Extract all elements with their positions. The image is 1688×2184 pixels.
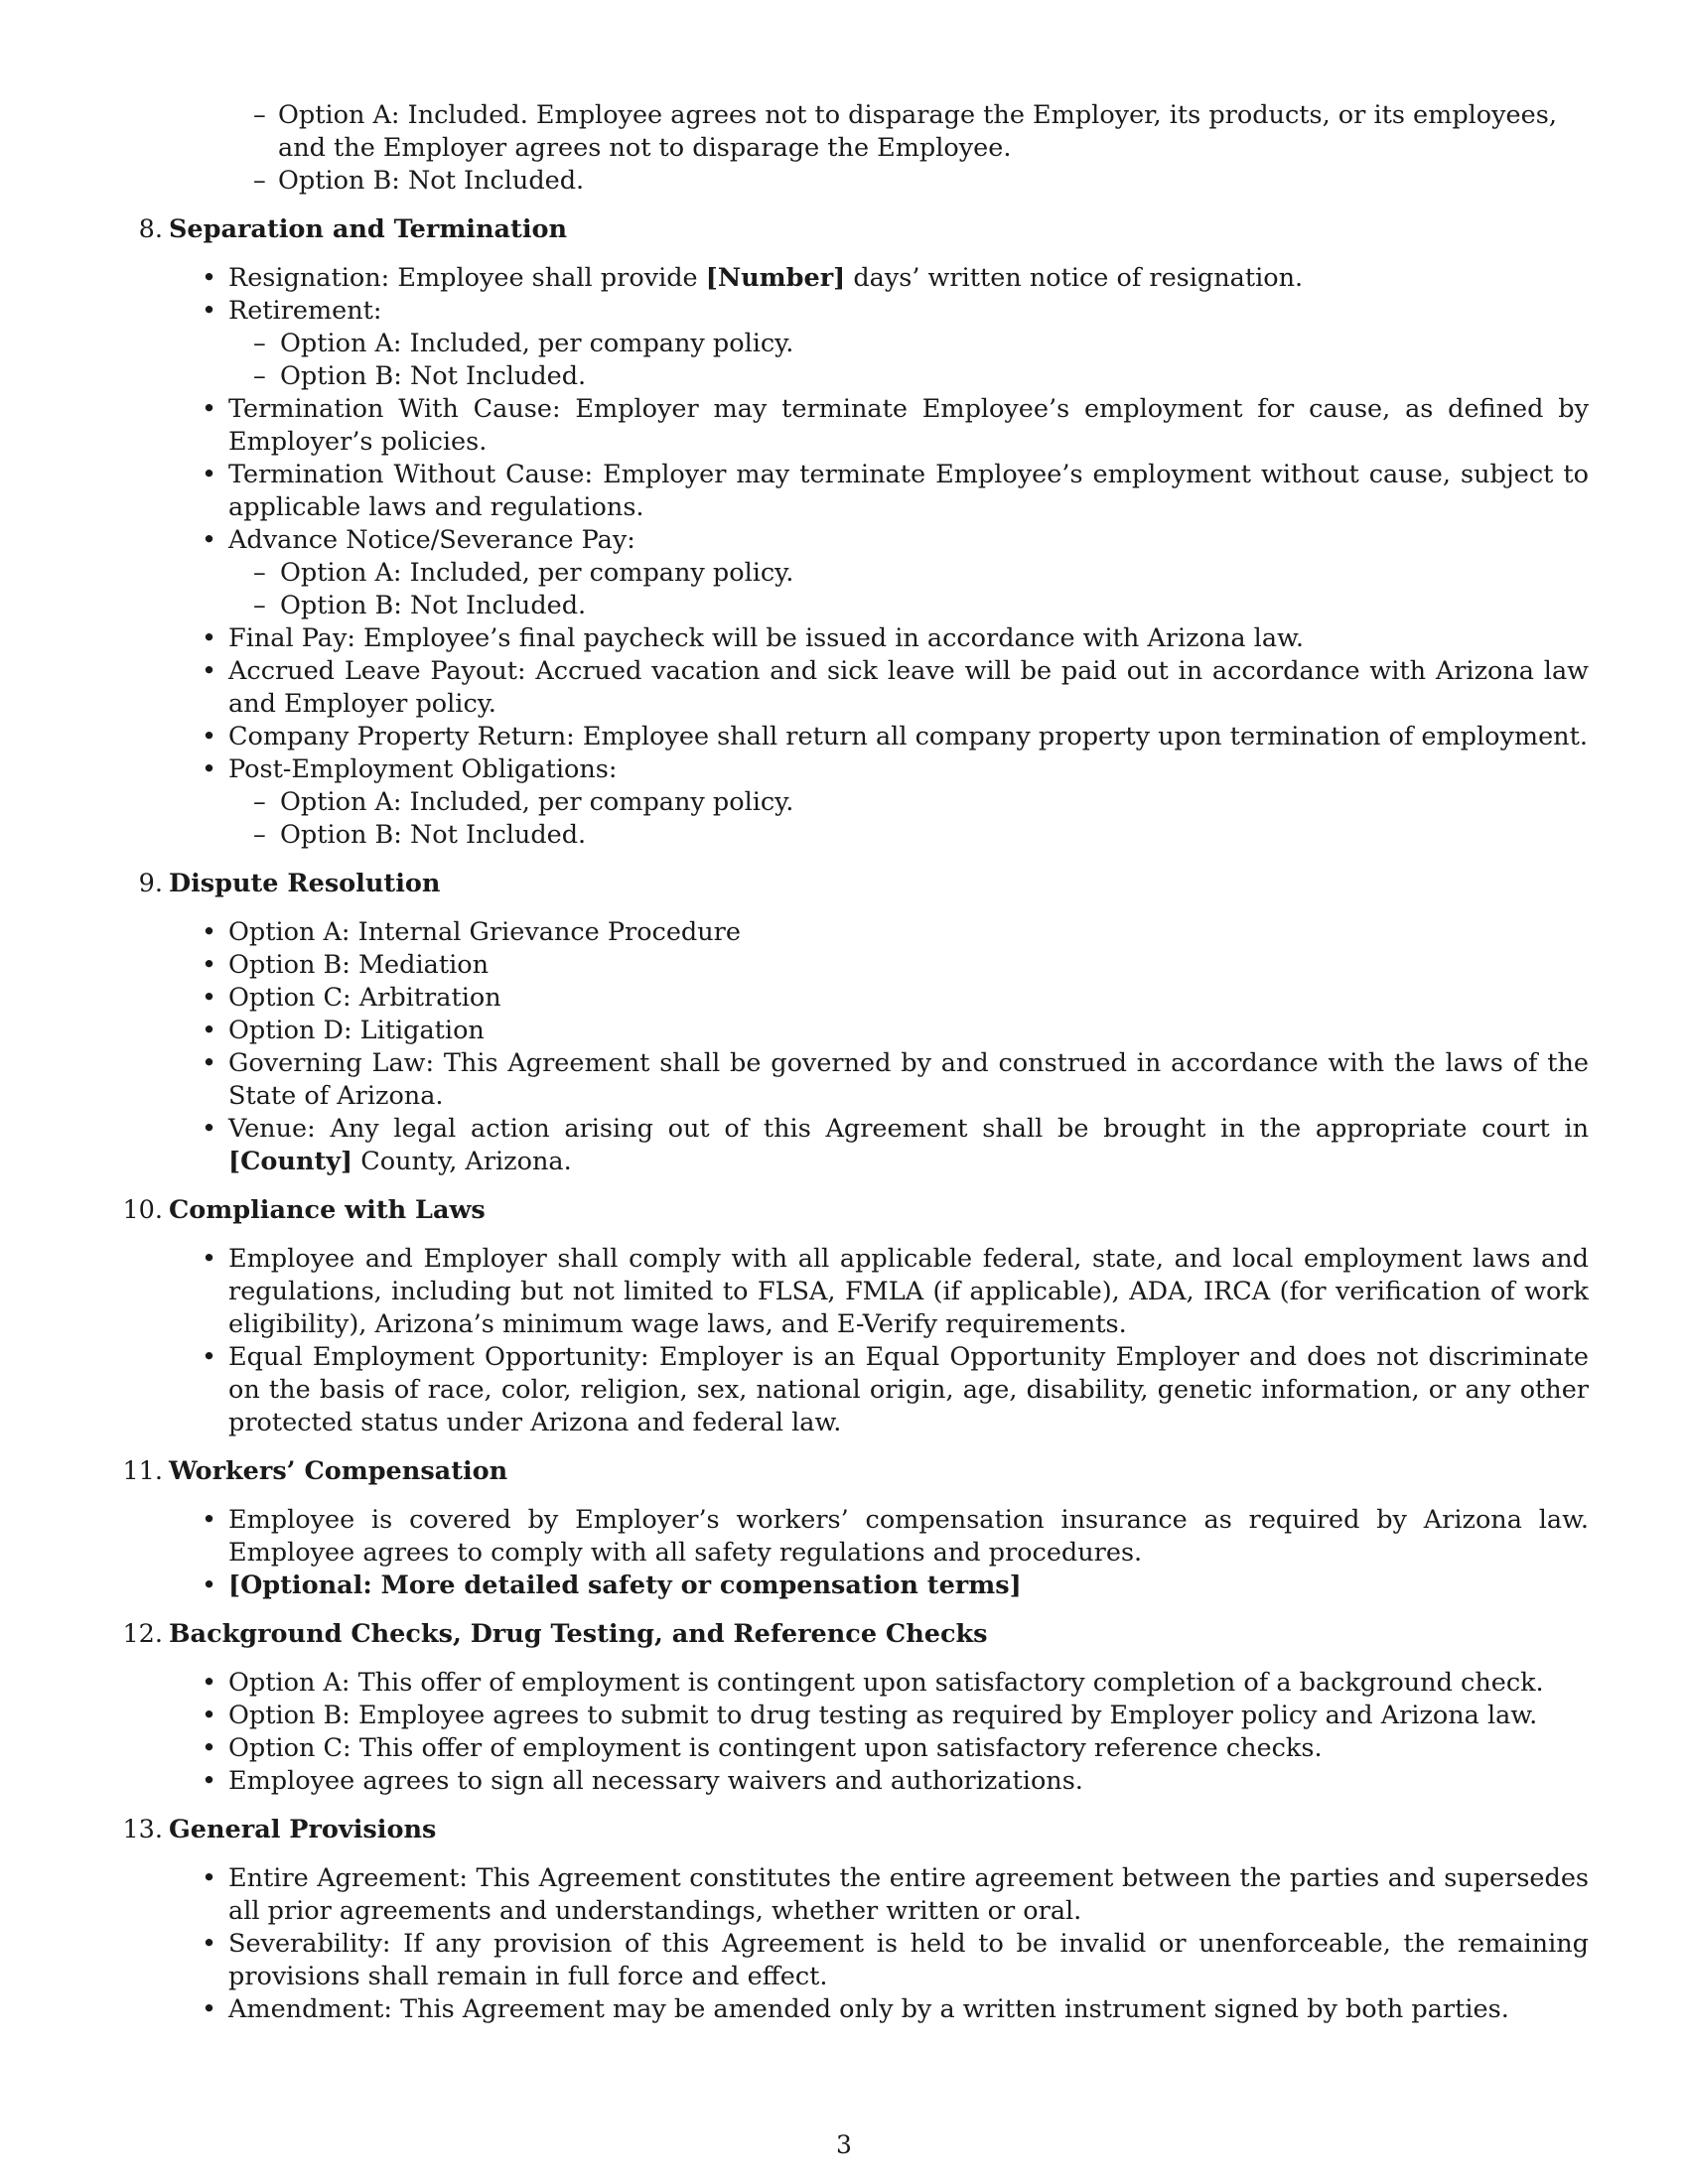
page-number: 3 xyxy=(836,2130,852,2159)
section-title: General Provisions xyxy=(169,1815,437,1844)
section-heading xyxy=(119,1814,1589,1846)
list-item: • Advance Notice/Severance Pay: – Option A: Included, per company policy. – Option B: Not Included. xyxy=(119,524,1589,622)
sub-options-list xyxy=(228,557,1589,622)
list-item: • Employee agrees to sign all necessary waivers and authorizations. xyxy=(202,1766,1083,1796)
section-heading xyxy=(119,1194,1589,1227)
list-item: – Option B: Not Included. xyxy=(119,165,1589,198)
section-8 xyxy=(119,213,1589,852)
section-13 xyxy=(119,1814,1589,2026)
section-heading xyxy=(119,868,1589,900)
list-item: • Option B: Employee agrees to submit to drug testing as required by Employer policy and Arizona law. xyxy=(202,1701,1538,1730)
document-body xyxy=(119,99,1589,2026)
section-title: Workers’ Compensation xyxy=(169,1456,508,1486)
list-item: • Termination Without Cause: Employer may terminate Employee’s employment without cause, subject to applicable laws and regulations. xyxy=(202,460,1589,522)
list-item: – Option A: Included, per company policy. xyxy=(228,557,1589,590)
section-heading xyxy=(119,1455,1589,1488)
list-item: – Option A: Included. Employee agrees not to disparage the Employer, its products, or its employees, and the Employer agrees not to disparage the Employee. xyxy=(119,99,1589,165)
list-item: • Company Property Return: Employee shall return all company property upon termination of employment. xyxy=(202,722,1588,751)
list-item: • Equal Employment Opportunity: Employer is an Equal Opportunity Employer and does not discriminate on the basis of race, color, religion, sex, national origin, age, disability, genetic information, or any other protected status under Arizona and federal law. xyxy=(202,1342,1589,1437)
list-item: – Option B: Not Included. xyxy=(228,360,1589,393)
section-heading xyxy=(119,213,1589,246)
bullet-list xyxy=(119,1862,1589,2026)
sub-options-list xyxy=(228,328,1589,393)
list-item: • Employee and Employer shall comply with all applicable federal, state, and local employment laws and regulations, including but not limited to FLSA, FMLA (if applicable), ADA, IRCA (for verification of work eligibility), Arizona’s minimum wage laws, and E-Verify requirements. xyxy=(202,1244,1589,1339)
section-number: 8. xyxy=(138,214,163,244)
section-title: Background Checks, Drug Testing, and Reference Checks xyxy=(169,1619,988,1649)
continued-options-list xyxy=(119,99,1589,198)
list-item: • Employee is covered by Employer’s workers’ compensation insurance as required by Arizona law. Employee agrees to comply with all safety regulations and procedures. xyxy=(202,1505,1589,1568)
list-item: • Option A: This offer of employment is contingent upon satisfactory completion of a background check. xyxy=(202,1668,1544,1698)
list-item: • Accrued Leave Payout: Accrued vacation and sick leave will be paid out in accordance with Arizona law and Employer policy. xyxy=(202,656,1589,719)
placeholder-field: [County] xyxy=(228,1147,353,1176)
section-number: 11. xyxy=(122,1456,163,1486)
bullet-list xyxy=(119,1667,1589,1798)
list-item: • Option A: Internal Grievance Procedure xyxy=(202,917,741,947)
section-9 xyxy=(119,868,1589,1178)
list-item: • Final Pay: Employee’s final paycheck will be issued in accordance with Arizona law. xyxy=(202,623,1304,653)
list-item: • Termination With Cause: Employer may terminate Employee’s employment for cause, as defined by Employer’s policies. xyxy=(202,394,1589,457)
bullet-list xyxy=(119,262,1589,852)
list-item: – Option B: Not Included. xyxy=(228,590,1589,622)
list-item: • Amendment: This Agreement may be amended only by a written instrument signed by both parties. xyxy=(202,1994,1509,2024)
list-item: • [Optional: More detailed safety or compensation terms] xyxy=(202,1570,1022,1600)
list-item: – Option B: Not Included. xyxy=(228,819,1589,852)
list-item: • Severability: If any provision of this Agreement is held to be invalid or unenforceable, the remaining provisions shall remain in full force and effect. xyxy=(202,1929,1589,1991)
section-title: Separation and Termination xyxy=(169,214,568,244)
bullet-list xyxy=(119,916,1589,1178)
list-item: • Option D: Litigation xyxy=(202,1016,485,1045)
list-item: – Option A: Included, per company policy. xyxy=(228,328,1589,360)
list-item: • Retirement: – Option A: Included, per company policy. – Option B: Not Included. xyxy=(119,295,1589,393)
placeholder-field: [Number] xyxy=(705,263,846,293)
list-item: • Option B: Mediation xyxy=(202,950,490,980)
section-12 xyxy=(119,1618,1589,1798)
placeholder-field: [Optional: More detailed safety or compensation terms] xyxy=(228,1570,1022,1600)
bullet-list xyxy=(119,1243,1589,1439)
section-number: 13. xyxy=(122,1815,163,1844)
list-item: • Option C: This offer of employment is contingent upon satisfactory reference checks. xyxy=(202,1733,1323,1763)
list-item: • Entire Agreement: This Agreement constitutes the entire agreement between the parties and supersedes all prior agreements and understandings, whether written or oral. xyxy=(202,1863,1589,1926)
list-item: • Option C: Arbitration xyxy=(202,983,501,1013)
list-item: • Governing Law: This Agreement shall be governed by and construed in accordance with the laws of the State of Arizona. xyxy=(202,1048,1589,1111)
section-11 xyxy=(119,1455,1589,1602)
list-item: • Resignation: Employee shall provide [Number] days’ written notice of resignation. xyxy=(202,263,1304,293)
bullet-list xyxy=(119,1504,1589,1602)
list-item: – Option A: Included, per company policy. xyxy=(228,786,1589,819)
section-heading xyxy=(119,1618,1589,1651)
section-title: Compliance with Laws xyxy=(169,1195,486,1225)
section-10 xyxy=(119,1194,1589,1439)
section-number: 9. xyxy=(138,869,163,898)
section-number: 10. xyxy=(122,1195,163,1225)
sub-options-list xyxy=(228,786,1589,852)
section-number: 12. xyxy=(122,1619,163,1649)
list-item: • Post-Employment Obligations: – Option A: Included, per company policy. – Option B: Not Included. xyxy=(119,753,1589,852)
section-title: Dispute Resolution xyxy=(169,869,441,898)
list-item: • Venue: Any legal action arising out of this Agreement shall be brought in the appropriate court in [County] County, Arizona. xyxy=(202,1114,1589,1176)
